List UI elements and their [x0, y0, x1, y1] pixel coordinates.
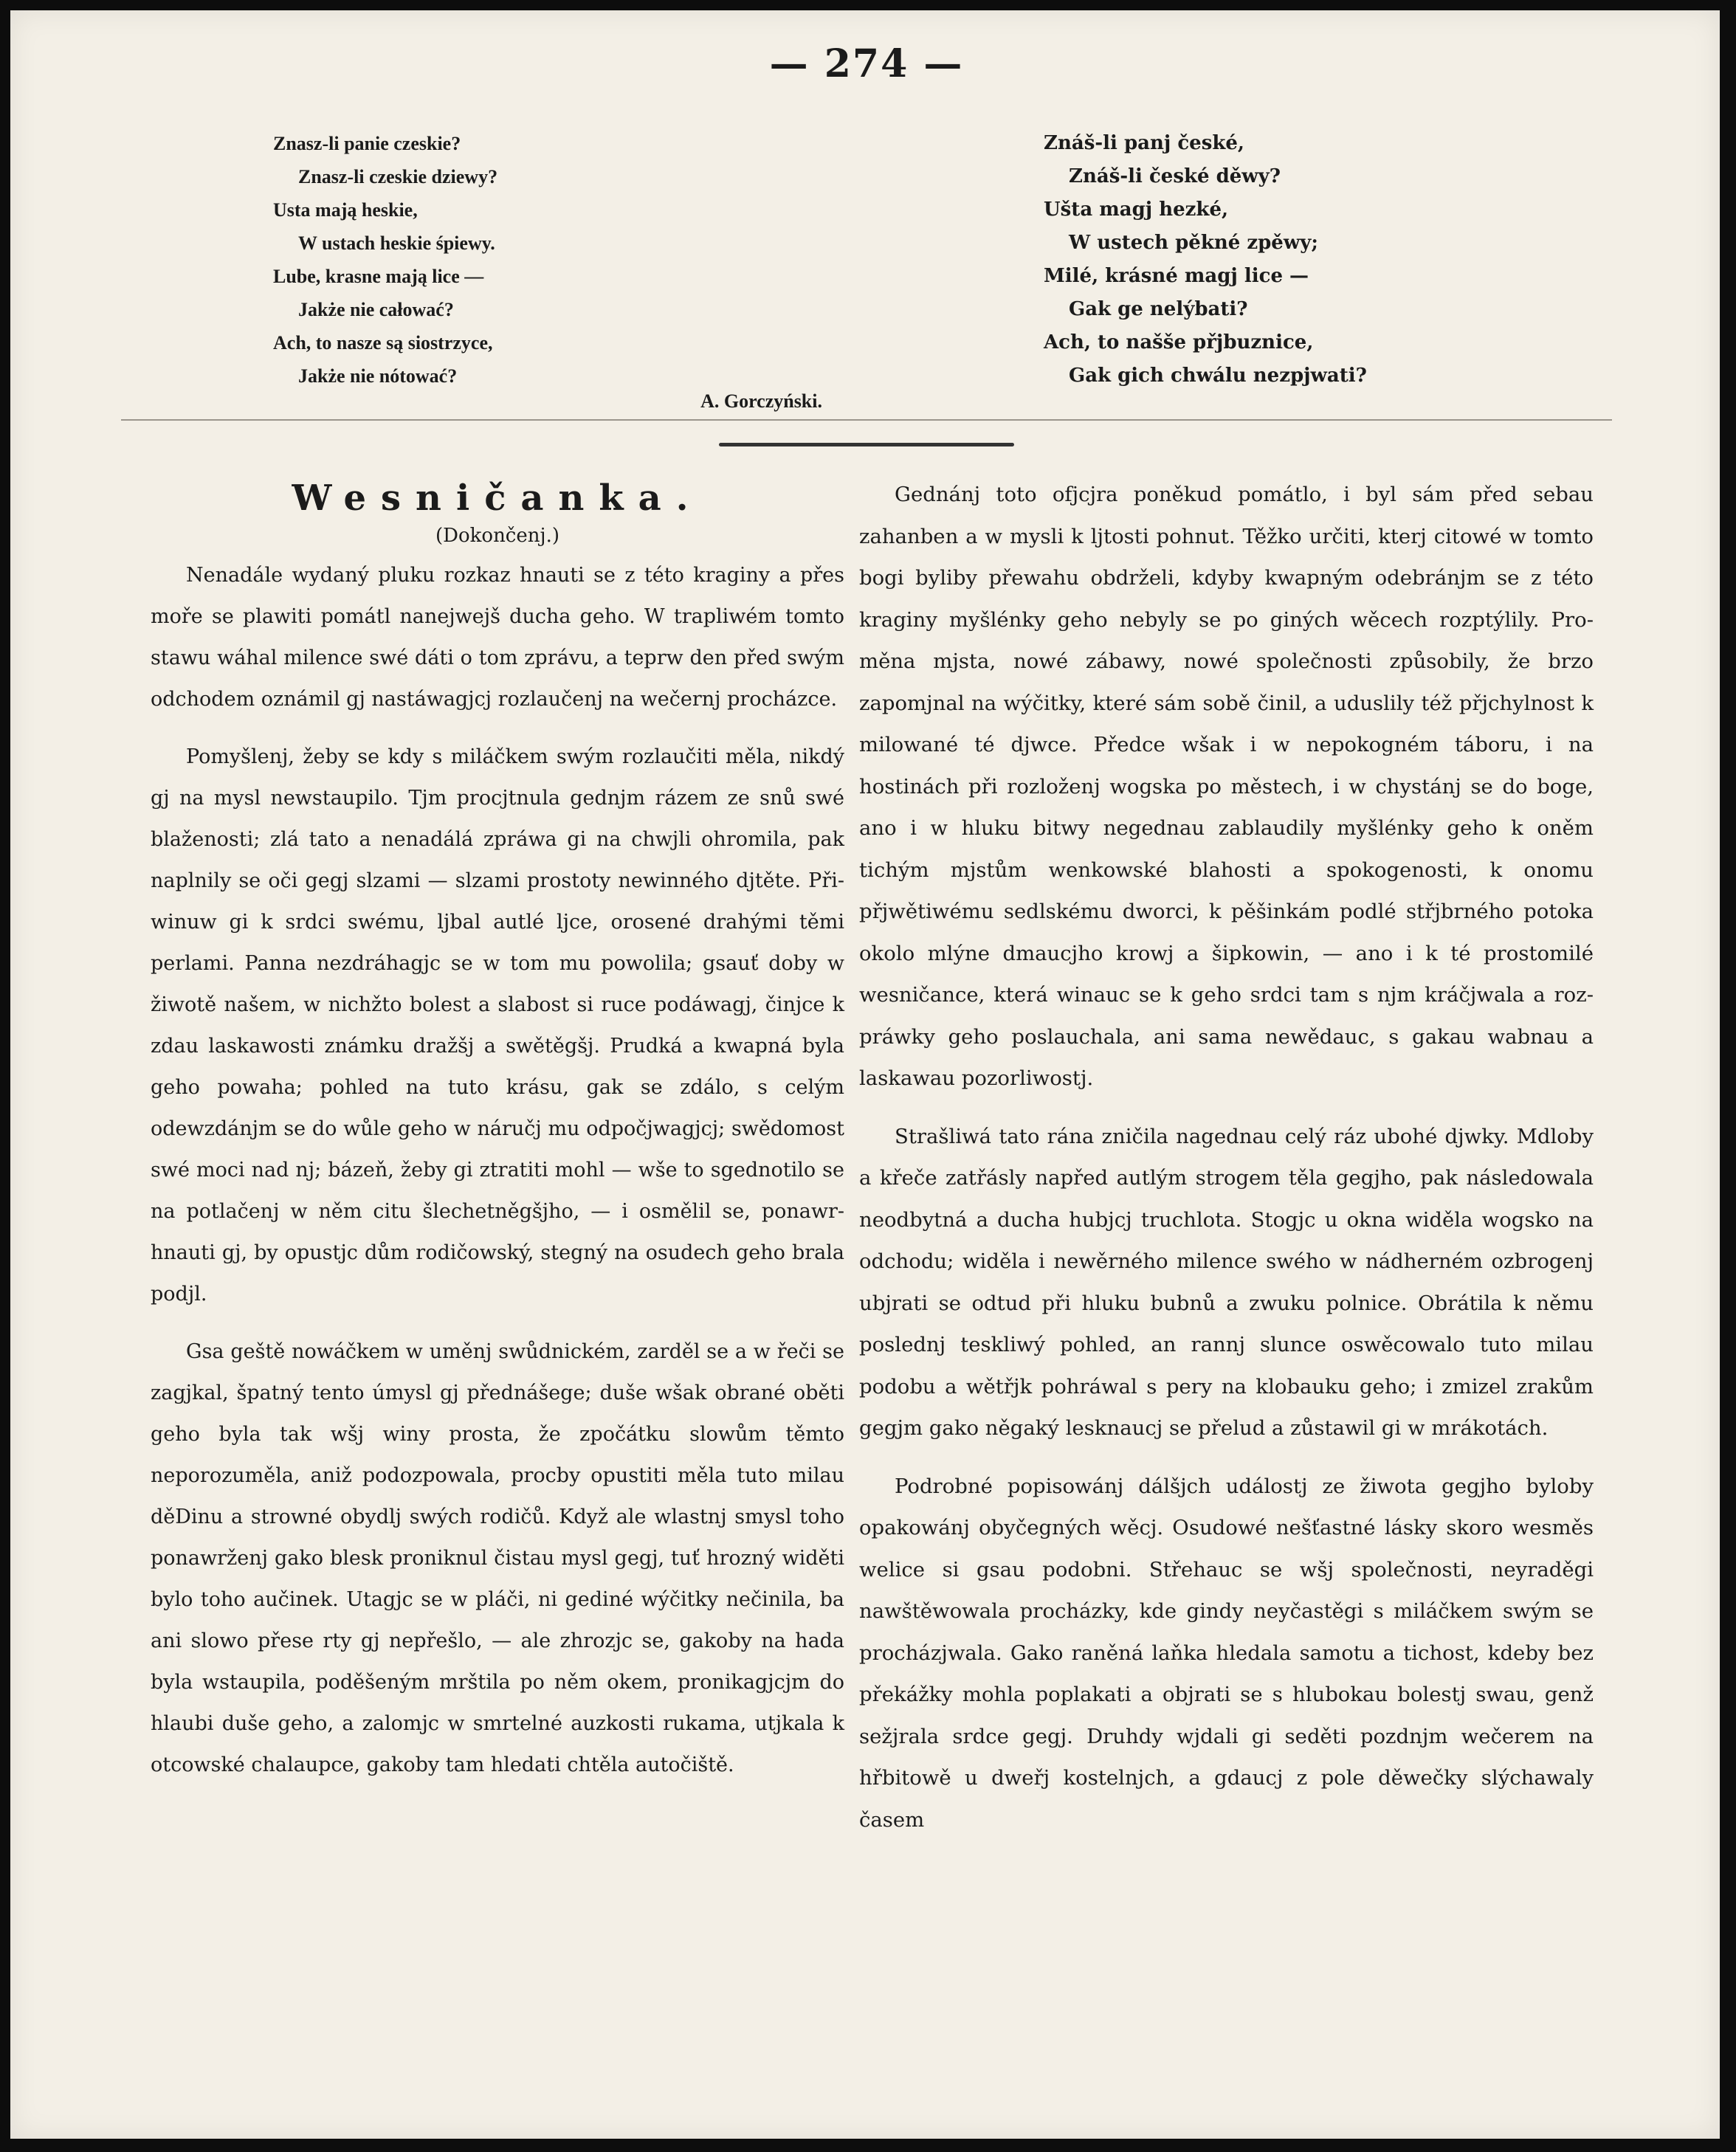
- poem-line: Ach, to nasze są siostrzyce,: [273, 332, 493, 354]
- poem-line: Ach, to našše přjbuznice,: [1044, 331, 1314, 354]
- story-title: Wesničanka.: [292, 477, 703, 519]
- poem-line: W ustech pěkné zpěwy;: [1069, 232, 1318, 254]
- poem-line: Jakże nie całować?: [298, 299, 454, 320]
- paragraph: Strašliwá tato rána zničila nagednau celý ráz ubohé djwky. Mdloby a křeče zatřásly napřed autlým strogem těla gegjho, pak následowala neodbytná a ducha hubjcj truchlota. Stogjc u okna widěla wogsko na odchodu; widěla i newěrného milence swého w nádherném ozbrogenj ubjrati se odtud při hluku bubnů a zwuku polnice. Obrátila k němu poslednj teskliwý pohled, an rannj slunce oswěcowalo tuto milau podobu a wětřjk pohráwal s pery na klobauku geho; i zmizel zrakům gegjm gako něgaký lesknaucj se přelud a zůstawil gi w mrákotách.: [859, 1124, 1594, 1440]
- poem-line: Gak gich chwálu nezpjwati?: [1069, 365, 1367, 387]
- poem-czech: [1044, 127, 1516, 393]
- poem-line: Znasz-li panie czeskie?: [273, 133, 461, 154]
- paragraph: Podrobné popisowánj dálšjch událostj ze žiwota gegjho byloby opakowánj obyčegných wěcj. Osudowé nešťastné lásky skoro wesměs welice si gsau podobni. Střehauc se wšj společnosti, neyraděgi nawštěwowala procházky, kde gindy neyčastěgi s miláčkem swým se procházjwala. Gako raněná laňka hledala samotu a tichost, kdeby bez překážky mohla poplakati a objrati se s hlubokau bolestj swau, genž sežjrala srdce gegj. Druhdy wjdali gi seděti pozdnjm wečerem na hřbitowě u dweřj kostelnjch, a gdaucj z pole děwečky slýchawaly časem: [859, 1474, 1594, 1832]
- column-left: [151, 474, 844, 1802]
- poem-line: Usta mają heskie,: [273, 199, 418, 221]
- poem-line: Ušta magj hezké,: [1044, 199, 1229, 221]
- story-subtitle: (Dokončenj.): [435, 525, 559, 547]
- ornament-rule: [719, 443, 1014, 446]
- paragraph: Gsa geště nowáčkem w uměnj swůdnickém, zarděl se a w řeči se zagjkal, špatný tento úmysl gj přednášege; duše wšak obrané oběti geho byla tak wšj winy prosta, že zpočátku slowům těmto neporozuměla, aniž podozpowala, procby opustiti měla tuto milau děDinu a strowné obydlj swých rodičů. Když ale wlastnj smysl toho ponawrženj gako blesk proniknul čistau mysl gegj, tuť hrozný widěti bylo toho aučinek. Utagjc se w pláči, ni gediné wýčitky nečinila, ba ani slowo přese rty gj nepřešlo, — ale zhrozjc se, gakoby na hada byla wstaupila, poděšeným mrštila po něm okem, pronikagjcjm do hlaubi duše geho, a zalomjc w smrtelné auzkosti rukama, utjkala k otcowské chalaupce, gakoby tam hledati chtěla autočiště.: [151, 1340, 844, 1776]
- poem-polish: [273, 127, 819, 393]
- paragraph: Nenadále wydaný pluku rozkaz hnauti se z této kraginy a přes moře se plawiti pomátl nanejwejš ducha geho. W trapliwém tomto stawu wáhal milence swé dáti o tom zprávu, a teprw den před swým odchodem oznámil gj nastáwagjcj rozlaučenj na wečernj procházce.: [151, 564, 844, 711]
- poem-line: Lube, krasne mają lice —: [273, 266, 484, 287]
- poem-author: A. Gorczyński.: [700, 390, 822, 412]
- page-number: — 274 —: [769, 41, 964, 86]
- column-right: [859, 474, 1594, 1857]
- newspaper-page: [10, 10, 1720, 2139]
- paragraph: Gednánj toto ofjcjra poněkud pomátlo, i byl sám před sebau zahanben a w mysli k ljtosti pohnut. Těžko určiti, kterj citowé w tomto bogi byliby přewahu obdrželi, kdyby kwapným odebránjm se z této kraginy myšlénky geho nebyly se po giných wěcech rozptýlily. Proměna mjsta, nowé zábawy, nowé společnosti způsobily, že brzo zapomjnal na wýčitky, které sám sobě činil, a uduslily též přjchylnost k milowané té djwce. Předce wšak i w nepokogném táboru, i na hostinách při rozloženj wogska po městech, i w chystánj se do boge, ano i w hluku bitwy negednau zablaudily myšlénky geho k oněm tichým mjstům wenkowské blahosti a spokogenosti, k onomu přjwětiwému sedlskému dworci, k pěšinkám podlé střjbrného potoka okolo mlýne dmaucjho krowj a šipkowin, — ano i k té prostomilé wesničance, která winauc se k geho srdci tam s njm kráčjwala a rozpráwky geho poslauchala, ani sama newědauc, s gakau wabnau a laskawau pozorliwostj.: [859, 483, 1594, 1090]
- poem-line: Jakże nie nótować?: [298, 365, 458, 387]
- poem-line: Znasz-li czeskie dziewy?: [298, 166, 498, 187]
- poem-line: Znáš-li české děwy?: [1069, 165, 1281, 187]
- poem-line: W ustach heskie śpiewy.: [298, 232, 495, 254]
- poem-line: Gak ge nelýbati?: [1069, 298, 1248, 320]
- poem-line: Milé, krásné magj lice —: [1044, 265, 1309, 287]
- paragraph: Pomyšlenj, žeby se kdy s miláčkem swým rozlaučiti měla, nikdý gj na mysl newstaupilo. Tjm procjtnula gednjm rázem ze snů swé blaženosti; zlá tato a nenadálá zpráwa gi na chwjli ohromila, pak naplnily se oči gegj slzami — slzami prostoty newinného djtěte. Přiwinuw gi k srdci swému, ljbal autlé ljce, orosené drahými těmi perlami. Panna nezdráhagjc se w tom mu powolila; gsauť doby w žiwotě našem, w nichžto bolest a slabost si ruce podáwagj, činjce k zdau laskawosti známku dražšj a swětěgšj. Prudká a kwapná byla geho powaha; pohled na tuto krásu, gak se zdálo, s celým odewzdánjm se do wůle geho w náručj mu odpočjwagjcj; swědomost swé moci nad nj; bázeň, žeby gi ztratiti mohl — wše to sgednotilo se na potlačenj w něm citu šlechetněgšjho, — i osmělil se, ponawrhnauti gj, by opustjc dům rodičowský, stegný na osudech geho brala podjl.: [151, 745, 844, 1306]
- poem-line: Znáš-li panj české,: [1044, 132, 1244, 154]
- section-divider: [121, 419, 1612, 421]
